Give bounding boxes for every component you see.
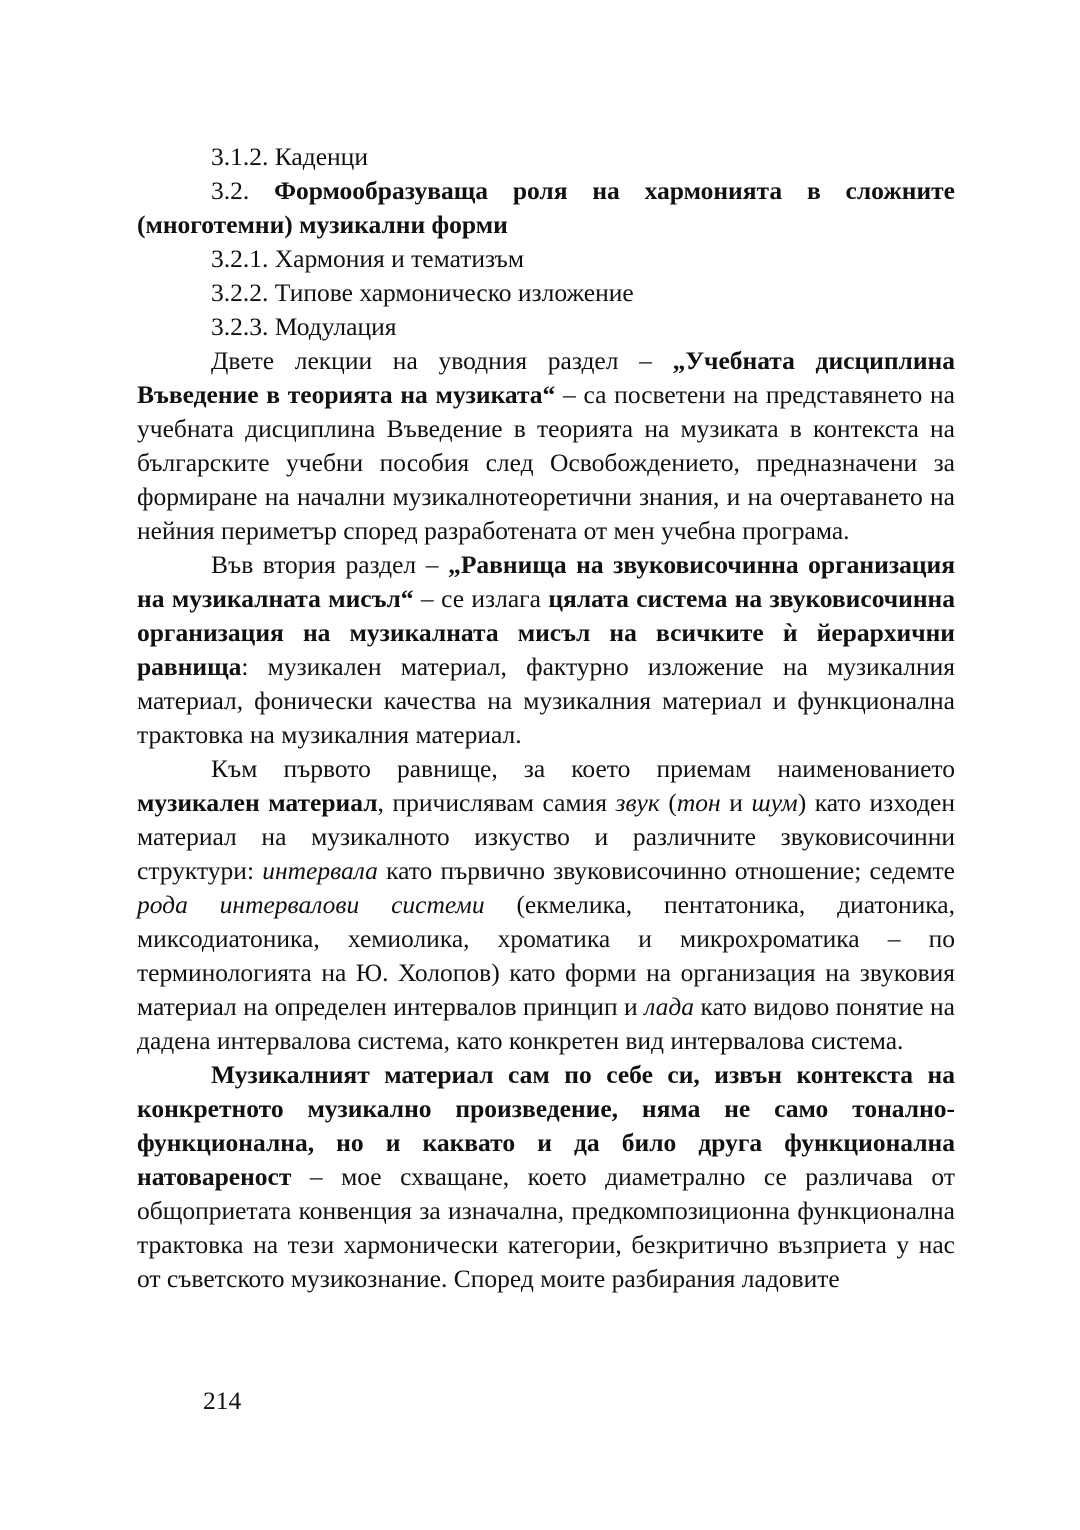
emphasis-bold: Музикалният материал сам по себе си, извън контекста на конкретното музикално произведение, няма не само тонално-функционална, но и каквато и да било друга функционална натовареност — [137, 1060, 955, 1191]
outline-item-3-2 — [137, 174, 955, 242]
text-run: , причислявам самия — [377, 788, 616, 817]
term-italic: лада — [644, 992, 695, 1021]
text-run: като видово понятие на дадена интервалова система, като конкретен вид интервалова система. — [137, 992, 955, 1055]
outline-item-3-2-2: 3.2.2. Типове хармоническо изложение — [211, 278, 634, 307]
text-run: Във втория раздел – — [211, 550, 449, 579]
term-italic: рода интервалови системи — [137, 890, 485, 919]
outline-item-3-2-number: 3.2. — [211, 176, 275, 205]
section-title-bold: „Равнища на звуковисочинна организация на музикалната мисъл“ — [137, 550, 955, 613]
outline-item-3-2-3: 3.2.3. Модулация — [211, 312, 397, 341]
text-run: – са посветени на представянето на учебната дисциплина Въведение в теорията на музиката в контекста на българските учебни пособия след Освобождението, предназначени за формиране на начални музикалнотеоретични знания, и на очертаването на нейния периметър според разработената от мен учебна програма. — [137, 380, 956, 545]
text-run: – мое схващане, което диаметрално се различава от общоприетата конвенция за изначална, предкомпозиционна функционална трактовка на тези хармонически категории, безкритично възприета у нас от съветското музикознание. Според моите разбирания ладовите — [137, 1162, 955, 1293]
text-run: като първично звуковисочинно отношение; седемте — [377, 856, 956, 885]
paragraph-second-section — [137, 548, 955, 752]
text-run: и — [720, 788, 752, 817]
page-number: 214 — [203, 1386, 242, 1415]
text-run: (екмелика, пентатоника, диатоника, миксодиатоника, хемиолика, хроматика и микрохроматика – по терминологията на Ю. Холопов) като форми на организация на звуковия материал на определен интервалов принцип и — [137, 890, 955, 1021]
outline-item-3-1-2: 3.1.2. Каденци — [211, 142, 368, 171]
emphasis-bold: цялата система на звуковисочинна организация на музикалната мисъл на всичките ѝ йерархични равнища — [137, 584, 955, 681]
term-italic: звук — [615, 788, 660, 817]
text-run: : музикален материал, фактурно изложение на музикалния материал, фонически качества на музикалния материал и функционална трактовка на музикалния материал. — [137, 652, 955, 749]
section-title-bold: „Учебната дисциплина Въведение в теорията на музиката“ — [137, 346, 955, 409]
text-run: Към първото равнище, за което приемам наименованието — [211, 754, 955, 783]
outline-item-3-2-1: 3.2.1. Хармония и тематизъм — [211, 244, 524, 273]
emphasis-bold: музикален материал — [137, 788, 378, 817]
paragraph-intro-lectures — [137, 344, 955, 548]
term-italic: шум — [751, 788, 798, 817]
paragraph-first-level — [137, 752, 955, 1058]
text-run: ) като изходен материал на музикалното изкуство и различните звуковисочинни структури: — [137, 788, 955, 885]
outline-item-3-2-title: Формообразуваща роля на хармонията в сложните (многотемни) музикални форми — [137, 176, 955, 239]
term-italic: интервала — [262, 856, 378, 885]
term-italic: тон — [676, 788, 721, 817]
text-run: – се излага — [413, 584, 549, 613]
text-run: Двете лекции на уводния раздел – — [211, 346, 673, 375]
text-run: ( — [659, 788, 677, 817]
page-body — [137, 140, 955, 1296]
paragraph-musical-material — [137, 1058, 955, 1296]
